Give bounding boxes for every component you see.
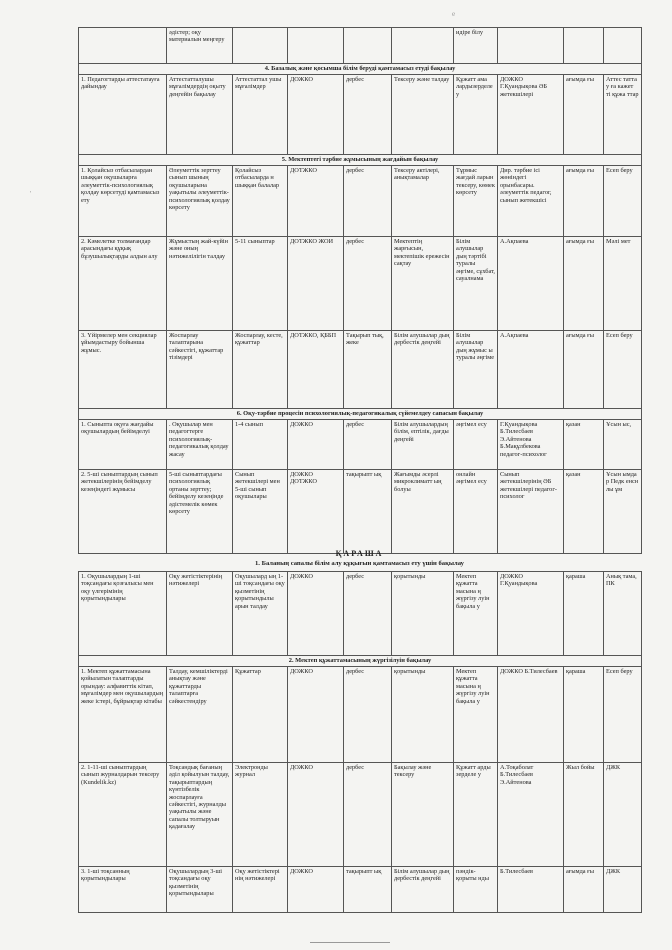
table-cell: 1. Педагогтарды аттестатауға дайындау	[79, 75, 167, 155]
table-cell: Аттес татта у ға кажет ті құжа ттар	[604, 75, 642, 155]
table-cell: Аттестатталушы мұғалімдердің оқыту деңгейін бақылау	[167, 75, 233, 155]
table-cell: Мәлі мет	[604, 237, 642, 331]
table-cell: 2. Кәмелетке толмағандар арасындағы құқық бұзушылықтарды алдын алу	[79, 237, 167, 331]
table-cell: Білім алушылар дың тәртібі туралы әңгіме, сұхбат, сауалнама	[454, 237, 498, 331]
table-cell: Оқу жетістіктері нің нәтижелері	[233, 867, 288, 913]
table-cell: Жыл бойы	[564, 763, 604, 867]
table-cell: Есеп беру	[604, 667, 642, 763]
table-cell: Құжатт ама лардызерделе у	[454, 75, 498, 155]
karasha-title: ҚАРАША	[335, 549, 384, 558]
table-cell: Электронды журнал	[233, 763, 288, 867]
table-cell: қазан	[564, 420, 604, 470]
table-row	[79, 667, 642, 763]
table-cell: Мектептің жарғысын, мектепішік ережесін сақтау	[392, 237, 454, 331]
table-cell: қараша	[564, 572, 604, 656]
table-cell: ағымда ғы	[564, 237, 604, 331]
table-cell: А.Тоқаболат Б.Тилесбаев Э.Айтенова	[498, 763, 564, 867]
table-cell: Мектеп құжатта масына ң жүргізу луін бақыла у	[454, 572, 498, 656]
table-row	[79, 237, 642, 331]
table-cell: дербес	[344, 420, 392, 470]
table-cell: Анық тама, ПК	[604, 572, 642, 656]
table-cell: Ұсын ымда р Педк енсн лы ұм	[604, 470, 642, 554]
table-cell: ДЖК	[604, 763, 642, 867]
table-cell: Құжатт арды зерделе у	[454, 763, 498, 867]
table-row	[79, 763, 642, 867]
table-cell	[498, 28, 564, 64]
table-cell: Білім алушылардың білім, ептілік, дағды деңгейі	[392, 420, 454, 470]
table-row	[79, 867, 642, 913]
table-cell	[392, 28, 454, 64]
table-cell: ДОЖКО	[288, 667, 344, 763]
table-cell: тақырыпт ық	[344, 470, 392, 554]
table-cell: ДОЖКО	[288, 867, 344, 913]
table-cell: Бақылау және тексеру	[392, 763, 454, 867]
table-cell: ағымда ғы	[564, 75, 604, 155]
page-bottom-rule	[310, 942, 390, 943]
table-cell: дербес	[344, 237, 392, 331]
table-cell	[288, 28, 344, 64]
table-cell: Дир. тәрбие ісі жөніндегі орынбасары. әлеуметтік педагог, сынып жетекшісі	[498, 166, 564, 237]
table-cell: Тақырып тық, жеке	[344, 331, 392, 409]
table-row	[79, 572, 642, 656]
table-cell: ДОТЖКО	[288, 166, 344, 237]
table-cell: 1-4 сынып	[233, 420, 288, 470]
table-cell	[79, 28, 167, 64]
table-cell	[604, 28, 642, 64]
table-cell: ДОТЖКО ЖОИ	[288, 237, 344, 331]
table-cell: әдістер; оқу материалын меңгеру	[167, 28, 233, 64]
table-cell: ДОЖКО	[288, 75, 344, 155]
table-cell: 1. Мектеп құжаттамасына қойылатын талаптарды орындау: алфавиттік кітап, мұғалімдер мен оқушылардың жеке істері, бұйрықтар кітабы	[79, 667, 167, 763]
table-row	[79, 75, 642, 155]
table-cell: Г.Қуандықова Б.Тилесбаев Э.Айтенова Б.Мақұлбекова педагог-психолог	[498, 420, 564, 470]
table-cell: ағымда ғы	[564, 331, 604, 409]
table-cell: дербес	[344, 572, 392, 656]
table-cell: Қолайсыз отбасыларда н шыққан балалар	[233, 166, 288, 237]
table-cell: Сынып жетекшілері мен 5-ші сынып оқушылары	[233, 470, 288, 554]
table-cell: Тексеру және талдау	[392, 75, 454, 155]
table-cell: 5-ші сыныптардағы психологиялық ортаны зерттеу; бейімделу кезеңінде әдістемелік көмек көрсету	[167, 470, 233, 554]
table-cell: дербес	[344, 75, 392, 155]
table-cell: ДОЖКО Г.Қуандықова	[498, 572, 564, 656]
table-cell: Жоспарлау, кесте, құжаттар	[233, 331, 288, 409]
table-cell: Әлеуметтік зерттеу сынып шының оқушыларына уақытылы әлеуметтік-психологиялық қолдау көрсету	[167, 166, 233, 237]
table-cell: А.Ақпаева	[498, 237, 564, 331]
table-cell	[564, 28, 604, 64]
table-cell	[344, 28, 392, 64]
table-cell: ДОЖКО Б.Тилесбаев	[498, 667, 564, 763]
table-cell: . Оқушылар мен педагогтерге психологиялық-педагогикалық қолдау жасау	[167, 420, 233, 470]
table-cell: Оқу жетістіктерінің нәтижелері	[167, 572, 233, 656]
table-cell: Есеп беру	[604, 331, 642, 409]
table-cell: ДОЖКО	[288, 572, 344, 656]
table-cell: Ұсын ыс,	[604, 420, 642, 470]
table-cell: Б.Тилесбаев	[498, 867, 564, 913]
table-row	[79, 166, 642, 237]
table-cell: ағымда ғы	[564, 867, 604, 913]
table-cell: Оқушылардың 3-ші тоқсандағы оқу қызметінің қорытындылары	[167, 867, 233, 913]
table-cell: ДОЖКО Г.Қуандықова ӘБ жетекшілері	[498, 75, 564, 155]
karasha-section-2-title: 2. Мектеп құжаттамасының жүргізілуін бақылау	[79, 656, 642, 667]
margin-mark: '	[30, 190, 32, 198]
table-cell: 1. Оқушылардың 1-ші тоқсандағы қозғалысы мен оқу үлгерімінің қорытындылары	[79, 572, 167, 656]
table-cell: әңгімел есу	[454, 420, 498, 470]
table-cell: қазан	[564, 470, 604, 554]
section-5-title: 5. Мектептегі тәрбие жұмысының жағдайын бақылау	[79, 155, 642, 166]
table-cell: ДОЖКО	[288, 763, 344, 867]
section-4-title: 4. Базалық және қосымша білім беруді қамтамасыз етуді бақылау	[79, 64, 642, 75]
table-cell: қорытынды	[392, 667, 454, 763]
table-cell: ағымда ғы	[564, 166, 604, 237]
table-cell: Сынып жетекшілерінің ӘБ жетекшілері педагог-психолог	[498, 470, 564, 554]
karasha-section-1-title: 1. Баланың сапалы білім алу құқығын қамтамасыз ету үшін бақылау	[255, 560, 464, 567]
table-cell: Оқушылард ың 1-ші тоқсандағы оқу қызметінің қорытындылы арын талдау	[233, 572, 288, 656]
table-cell: қорытынды	[392, 572, 454, 656]
table-cell: 3. Үйірмелер мен секциялар ұйымдастыру бойынша жұмыс.	[79, 331, 167, 409]
table-cell: ДОТЖКО, ҚББП	[288, 331, 344, 409]
table-cell: Жоспарлау талаптарына сәйкестігі, құжаттар тізімдері	[167, 331, 233, 409]
table-cell: 1. Қолайсыз отбасылардан шыққан оқушыларға әлеуметтік-психологиялық қолдау көрсетуді қамтамасыз ету	[79, 166, 167, 237]
table-row	[79, 28, 642, 64]
table-cell: ДОЖКО	[288, 420, 344, 470]
table-cell: Құжаттар	[233, 667, 288, 763]
plan-table-2	[78, 571, 642, 913]
table-cell: қараша	[564, 667, 604, 763]
table-cell: ДЖК	[604, 867, 642, 913]
table-cell: дербес	[344, 667, 392, 763]
table-cell: пәндік-қорыты нды	[454, 867, 498, 913]
table-cell: Аттестаттал ушы мұғалімдер	[233, 75, 288, 155]
table-cell: дербес	[344, 166, 392, 237]
table-row	[79, 420, 642, 470]
table-cell: Жағымды әсерлі микроклиматт ың болуы	[392, 470, 454, 554]
table-cell: 1. Сыныпта оқуға жағдайы оқушылардың бейімделуі	[79, 420, 167, 470]
table-cell	[233, 28, 288, 64]
section-6-title: 6. Оқу-тәрбие процесін психологиялық-педагогикалық сүйемелдеу сапасын бақылау	[79, 409, 642, 420]
table-cell: Білім алушылар дың дербестік деңгейі	[392, 331, 454, 409]
table-cell: 2. 5-ші сыныптардың сынып жетекшілерінің бейімделу кезеңіндегі жұмысы	[79, 470, 167, 554]
table-cell: онлайн әңгімел есу	[454, 470, 498, 554]
table-cell: Білім алушылар дың дербестік деңгейі	[392, 867, 454, 913]
table-row	[79, 331, 642, 409]
table-cell: Талдау, кемшіліктерді анықтау және құжаттарды талаптарға сәйкестендіру	[167, 667, 233, 763]
table-cell: Тұрмыс жағдай ларын тексеру, көмек көрсету	[454, 166, 498, 237]
table-row	[79, 470, 642, 554]
table-cell: Тоқсандық бағаның әділ қойылуын талдау, тақырыптардың күнтізбелік жоспарлауға сәйкестігі, журналды уақытылы және сапалы толтыруын қадағалау	[167, 763, 233, 867]
table-cell: Есеп беру	[604, 166, 642, 237]
table-cell: идіре білу	[454, 28, 498, 64]
table-cell: Білім алушылар дың жұмыс ы туралы әңгіме	[454, 331, 498, 409]
table-cell: 3. 1-ші тоқсанның қорытындылары	[79, 867, 167, 913]
table-cell: Тексеру актілері, анықтамалар	[392, 166, 454, 237]
table-cell: дербес	[344, 763, 392, 867]
table-cell: 2. 1-11-ші сыныптардың сынып журналдарын тексеру (Kundelik.kz)	[79, 763, 167, 867]
table-cell: Жұмыстың жай-күйін және оның нәтижелілігін талдау	[167, 237, 233, 331]
table-cell: Мектеп құжатта масына ң жүргізу луін бақыла у	[454, 667, 498, 763]
table-cell: ДОЖКО ДОТЖКО	[288, 470, 344, 554]
table-cell: А.Ақпаева	[498, 331, 564, 409]
table-cell: тақырыпт ық	[344, 867, 392, 913]
table-cell: 5-11 сыныптар	[233, 237, 288, 331]
page-mark: e	[452, 10, 456, 18]
plan-table-1	[78, 27, 642, 554]
